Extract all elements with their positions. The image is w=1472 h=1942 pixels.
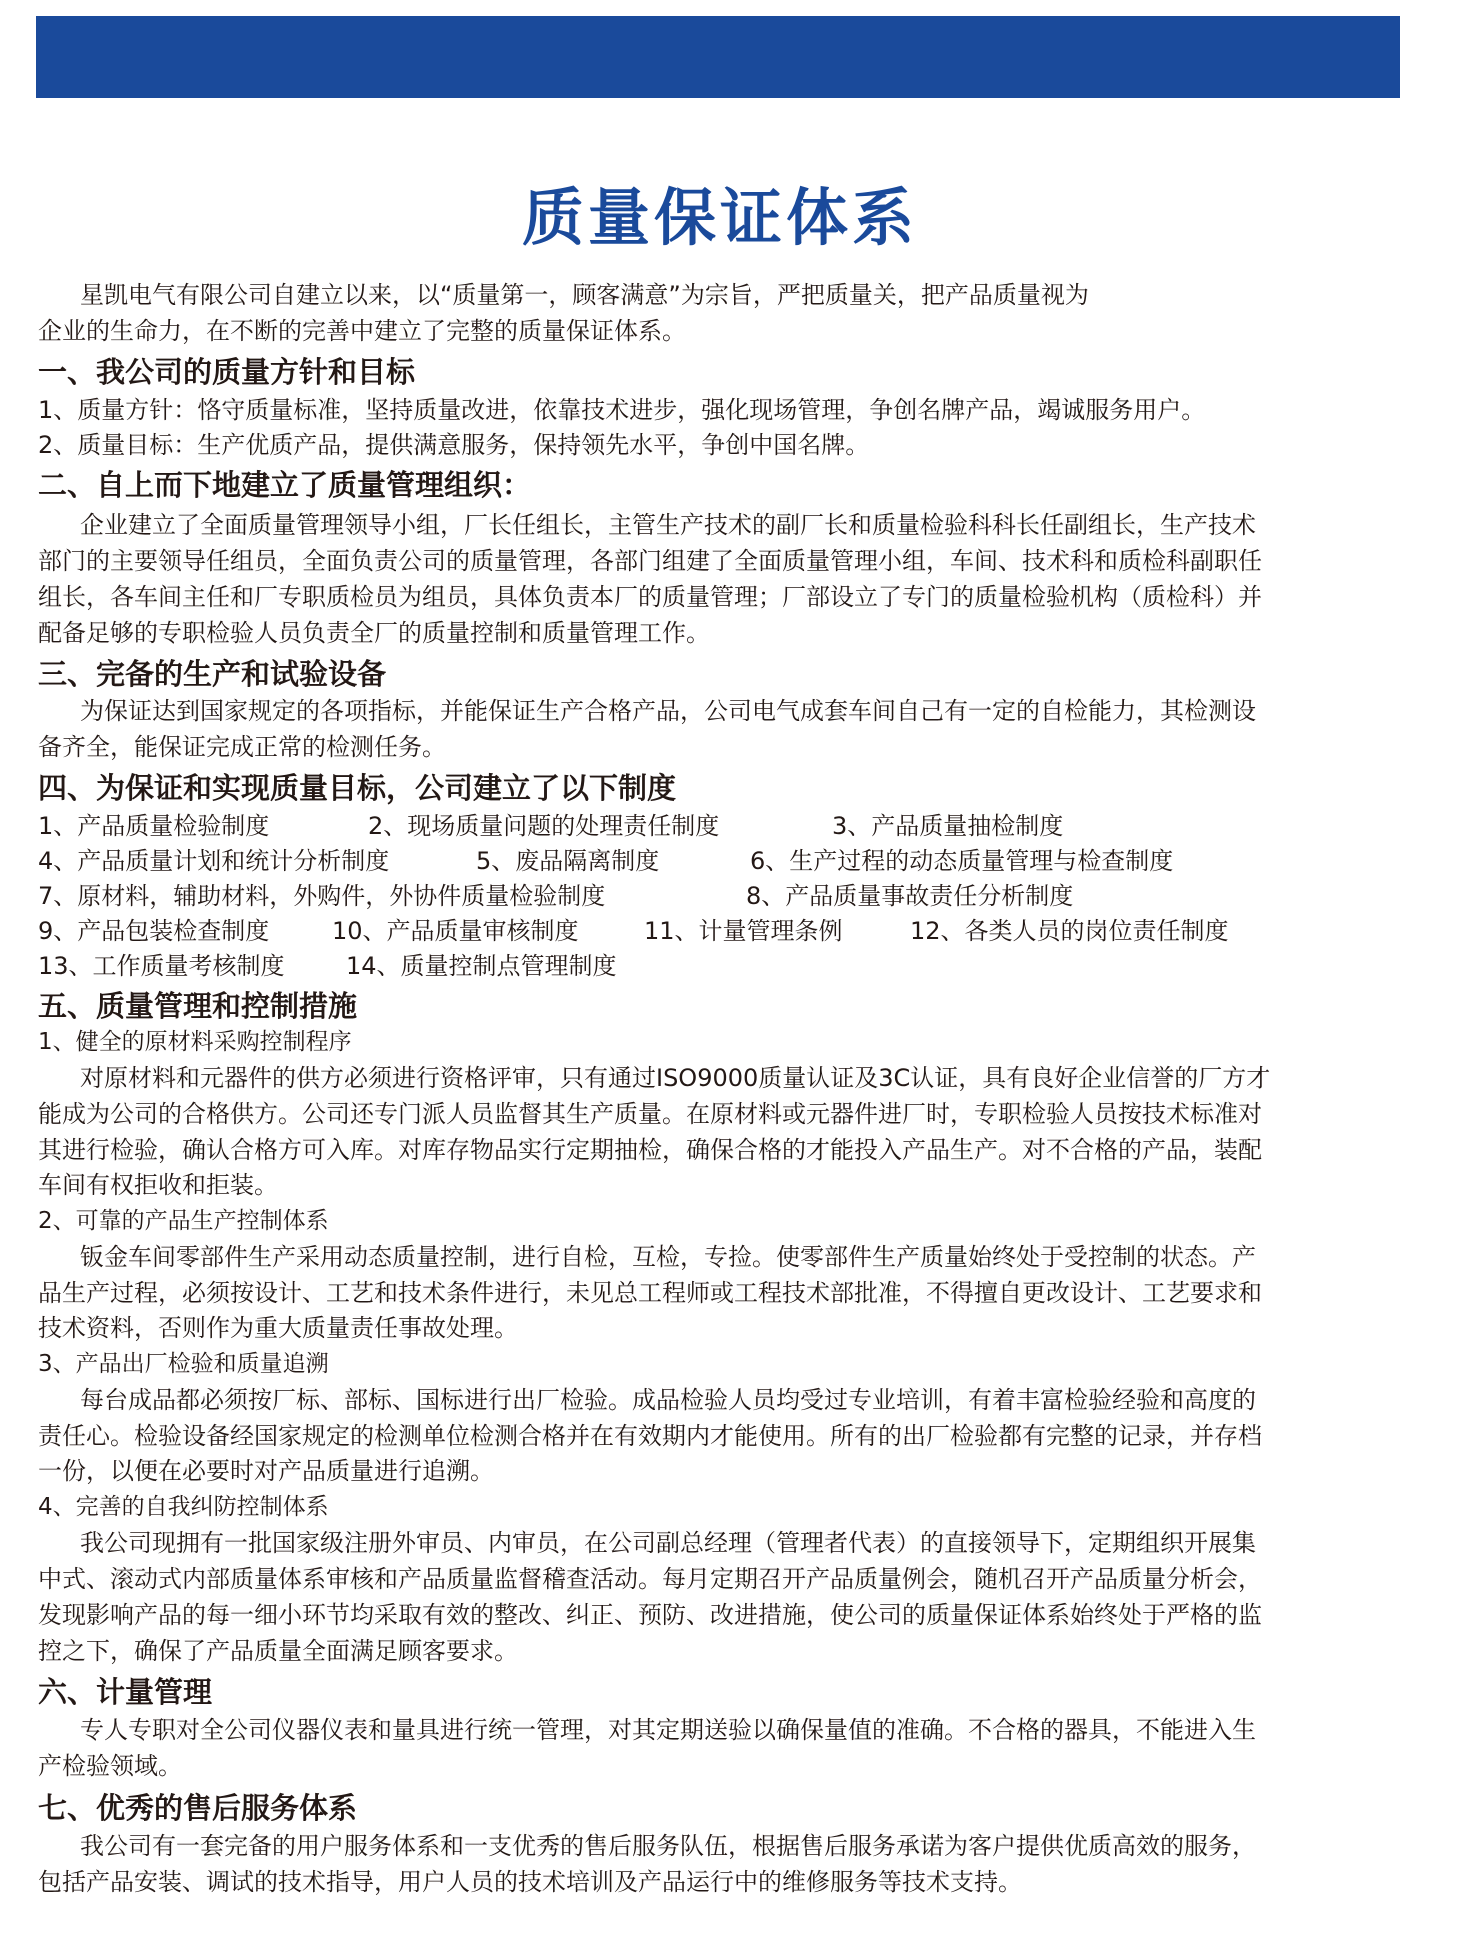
paragraph-line: 其进行检验，确认合格方可入库。对库存物品实行定期抽检，确保合格的才能投入产品生产。对不合格的产品，装配 [38, 1136, 1262, 1164]
paragraph-line: 发现影响产品的每一细小环节均采取有效的整改、纠正、预防、改进措施，使公司的质量保证体系始终处于严格的监 [38, 1601, 1262, 1629]
subsection-heading: 1、健全的原材料采购控制程序 [38, 1029, 352, 1055]
system-item: 8、产品质量事故责任分析制度 [746, 882, 1074, 910]
system-item: 14、质量控制点管理制度 [346, 952, 617, 980]
paragraph-line: 控之下，确保了产品质量全面满足顾客要求。 [38, 1637, 518, 1665]
paragraph-line: 我公司有一套完备的用户服务体系和一支优秀的售后服务队伍，根据售后服务承诺为客户提供优质高效的服务， [80, 1832, 1256, 1860]
subsection-heading: 3、产品出厂检验和质量追溯 [38, 1351, 329, 1377]
subsection-heading: 4、完善的自我纠防控制体系 [38, 1494, 329, 1520]
system-item: 3、产品质量抽检制度 [832, 812, 1064, 840]
system-item: 1、产品质量检验制度 [38, 812, 270, 840]
paragraph-line: 对原材料和元器件的供方必须进行资格评审，只有通过ISO9000质量认证及3C认证，具有良好企业信誉的厂方才 [80, 1064, 1271, 1092]
intro-line: 企业的生命力，在不断的完善中建立了完整的质量保证体系。 [38, 317, 686, 345]
section-heading-7: 七、优秀的售后服务体系 [38, 1791, 358, 1825]
system-item: 9、产品包装检查制度 [38, 917, 270, 945]
system-item: 6、生产过程的动态质量管理与检查制度 [750, 847, 1174, 875]
paragraph-line: 车间有权拒收和拒装。 [38, 1171, 278, 1199]
paragraph-line: 产检验领域。 [38, 1752, 182, 1780]
paragraph-line: 我公司现拥有一批国家级注册外审员、内审员，在公司副总经理（管理者代表）的直接领导下，定期组织开展集 [80, 1529, 1256, 1557]
paragraph-line: 企业建立了全面质量管理领导小组，厂长任组长，主管生产技术的副厂长和质量检验科科长任副组长，生产技术 [80, 511, 1256, 539]
paragraph-line: 配备足够的专职检验人员负责全厂的质量控制和质量管理工作。 [38, 619, 710, 647]
paragraph-line: 中式、滚动式内部质量体系审核和产品质量监督稽查活动。每月定期召开产品质量例会，随机召开产品质量分析会， [38, 1565, 1262, 1593]
section-heading-4: 四、为保证和实现质量目标，公司建立了以下制度 [38, 771, 677, 805]
system-item: 4、产品质量计划和统计分析制度 [38, 847, 390, 875]
system-item: 10、产品质量审核制度 [332, 917, 579, 945]
paragraph-line: 品生产过程，必须按设计、工艺和技术条件进行，未见总工程师或工程技术部批准，不得擅自更改设计、工艺要求和 [38, 1279, 1262, 1307]
system-item: 12、各类人员的岗位责任制度 [910, 917, 1229, 945]
paragraph-line: 责任心。检验设备经国家规定的检测单位检测合格并在有效期内才能使用。所有的出厂检验都有完整的记录，并存档 [38, 1422, 1262, 1450]
section-heading-3: 三、完备的生产和试验设备 [38, 657, 387, 691]
system-item: 11、计量管理条例 [644, 917, 843, 945]
paragraph-line: 部门的主要领导任组员，全面负责公司的质量管理，各部门组建了全面质量管理小组，车间、技术科和质检科副职任 [38, 547, 1262, 575]
system-item: 13、工作质量考核制度 [38, 952, 285, 980]
paragraph-line: 包括产品安装、调试的技术指导，用户人员的技术培训及产品运行中的维修服务等技术支持。 [38, 1868, 1022, 1896]
section-heading-2: 二、自上而下地建立了质量管理组织： [38, 468, 532, 502]
page-title: 质量保证体系 [521, 181, 918, 254]
system-item: 7、原材料，辅助材料，外购件，外协件质量检验制度 [38, 882, 606, 910]
system-item: 5、废品隔离制度 [476, 847, 660, 875]
policy-item: 1、质量方针：恪守质量标准，坚持质量改进，依靠技术进步，强化现场管理，争创名牌产品，竭诚服务用户。 [38, 396, 1206, 424]
paragraph-line: 技术资料，否则作为重大质量责任事故处理。 [38, 1314, 518, 1342]
paragraph-line: 一份，以便在必要时对产品质量进行追溯。 [38, 1457, 494, 1485]
paragraph-line: 为保证达到国家规定的各项指标，并能保证生产合格产品，公司电气成套车间自己有一定的自检能力，其检测设 [80, 697, 1256, 725]
section-heading-1: 一、我公司的质量方针和目标 [38, 355, 416, 389]
section-heading-5: 五、质量管理和控制措施 [38, 989, 358, 1023]
paragraph-line: 专人专职对全公司仪器仪表和量具进行统一管理，对其定期送验以确保量值的准确。不合格的器具，不能进入生 [80, 1716, 1256, 1744]
paragraph-line: 组长，各车间主任和厂专职质检员为组员，具体负责本厂的质量管理；厂部设立了专门的质量检验机构（质检科）并 [38, 583, 1262, 611]
subsection-heading: 2、可靠的产品生产控制体系 [38, 1208, 329, 1234]
paragraph-line: 每台成品都必须按厂标、部标、国标进行出厂检验。成品检验人员均受过专业培训，有着丰富检验经验和高度的 [80, 1386, 1256, 1414]
header-bar [36, 16, 1400, 98]
paragraph-line: 备齐全，能保证完成正常的检测任务。 [38, 733, 446, 761]
policy-item: 2、质量目标：生产优质产品，提供满意服务，保持领先水平，争创中国名牌。 [38, 431, 870, 459]
paragraph-line: 钣金车间零部件生产采用动态质量控制，进行自检，互检，专捡。使零部件生产质量始终处于受控制的状态。产 [80, 1243, 1256, 1271]
system-item: 2、现场质量问题的处理责任制度 [368, 812, 720, 840]
paragraph-line: 能成为公司的合格供方。公司还专门派人员监督其生产质量。在原材料或元器件进厂时，专职检验人员按技术标准对 [38, 1100, 1262, 1128]
intro-line: 星凯电气有限公司自建立以来，以“质量第一，顾客满意”为宗旨，严把质量关，把产品质量视为 [80, 281, 1089, 309]
section-heading-6: 六、计量管理 [38, 1675, 213, 1709]
